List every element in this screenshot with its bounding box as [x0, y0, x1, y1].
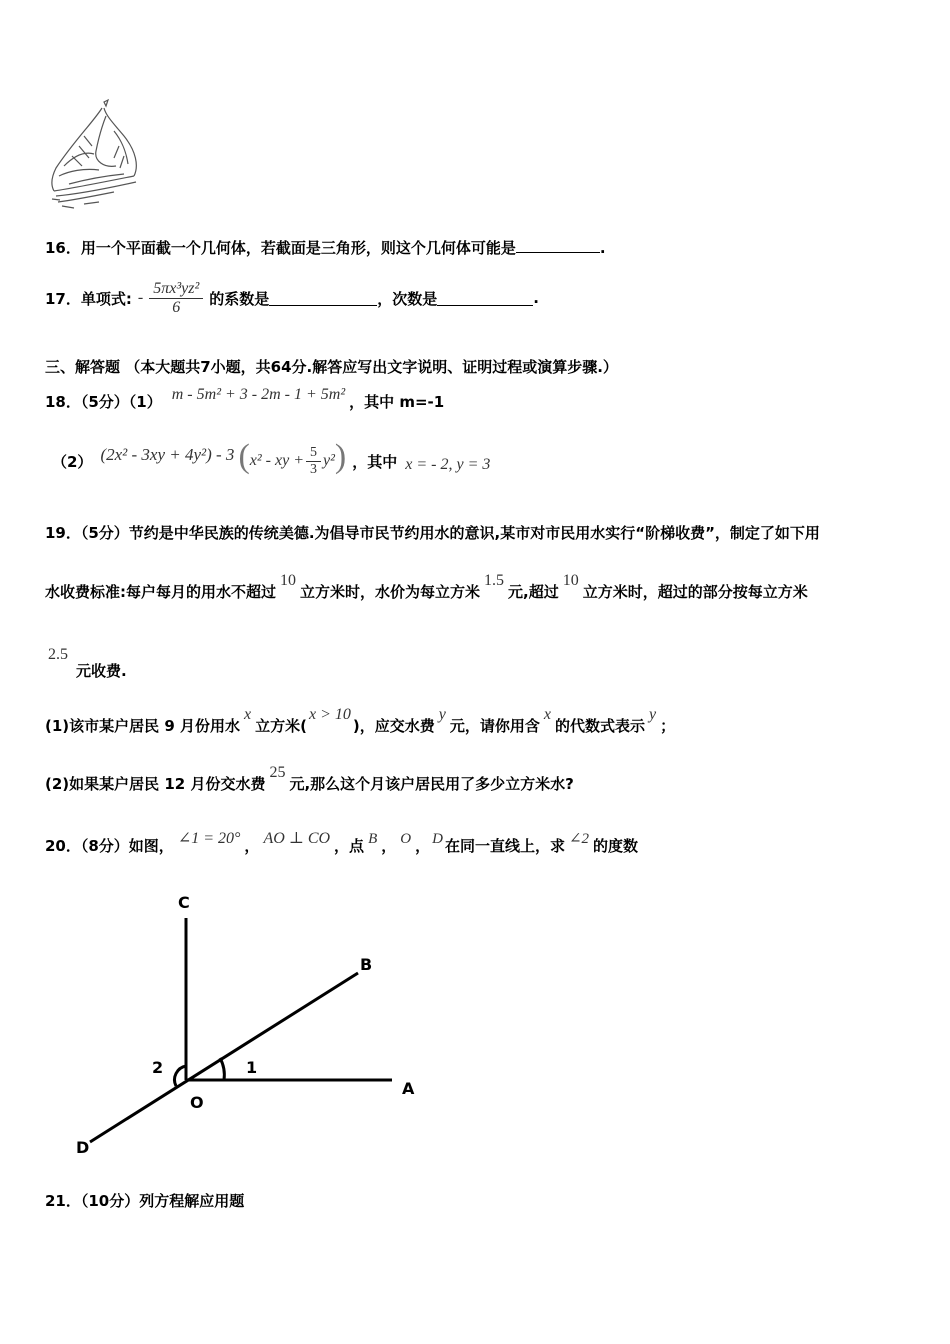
q19-p2-text-a: (2)如果某户居民 12 月份交水费	[45, 775, 266, 793]
q19-p1-text-d: 元，请你用含	[449, 717, 540, 735]
expression-18-1: m - 5m² + 3 - 2m - 1 + 5m²	[171, 386, 346, 403]
angle-1-value: ∠1 = 20°	[177, 830, 241, 847]
q19-p1-text-a: (1)该市某户居民 9 月份用水	[45, 717, 241, 735]
var-x: x	[244, 706, 252, 723]
label-a: A	[402, 1079, 415, 1098]
question-19-line1	[45, 522, 820, 543]
question-19-part2	[45, 764, 574, 794]
q19-p1-text-b: 立方米(	[255, 717, 307, 735]
answer-blank-17b[interactable]	[437, 291, 533, 306]
angle-2: ∠2	[568, 831, 590, 847]
question-19-part1	[45, 706, 675, 736]
q19-text-2a: 水收费标准:每户每月的用水不超过	[45, 583, 277, 601]
q20-sep2: ，点	[334, 837, 365, 855]
question-17-end: .	[533, 289, 539, 307]
q19-p1-text-f: ；	[660, 717, 676, 735]
answer-blank-16[interactable]	[516, 238, 600, 253]
var-y2: y	[649, 706, 657, 723]
value-1-5: 1.5	[484, 572, 505, 589]
label-o: O	[190, 1093, 204, 1112]
monomial-denominator: 6	[172, 298, 181, 316]
q20-sep3: ，	[381, 837, 397, 855]
question-19-line3: 元收费.	[76, 662, 127, 680]
line-db	[90, 973, 358, 1142]
expression-18-2a: (2x² - 3xy + 4y²) - 3	[100, 445, 235, 464]
condition-18-2: x = - 2, y = 3	[405, 456, 491, 473]
q19-text-2c: 元,超过	[508, 583, 559, 601]
value-10b: 10	[562, 572, 579, 589]
var-x2: x	[543, 706, 551, 723]
geometry-figure	[60, 880, 440, 1170]
expression-18-2c: y²	[323, 452, 335, 469]
q20-end: 的度数	[593, 837, 639, 855]
question-21-text: 21．（10分）列方程解应用题	[45, 1192, 245, 1210]
q20-sep4: ，	[415, 837, 431, 855]
value-10a: 10	[280, 572, 297, 589]
fraction-numerator: 5	[306, 445, 321, 462]
q19-text-2d: 立方米时，超过的部分按每立方米	[582, 583, 808, 601]
paren-open: (	[238, 438, 250, 475]
q19-text-2b: 立方米时，水价为每立方米	[300, 583, 481, 601]
question-20-label: 20．（8分）如图，	[45, 837, 174, 855]
question-16	[45, 237, 606, 258]
monomial-fraction	[149, 280, 203, 317]
point-d: D	[432, 831, 443, 847]
q19-p2-text-b: 元,那么这个月该户居民用了多少立方米水?	[289, 775, 574, 793]
q20-mid: 在同一直线上，求	[444, 837, 565, 855]
question-18-part1	[45, 386, 444, 416]
section-3-header	[45, 356, 618, 377]
question-19-line2	[45, 572, 808, 602]
question-18-label: 18．（5分）（1）	[45, 392, 162, 411]
fraction-5-3	[306, 445, 321, 478]
q19-p1-text-e: 的代数式表示	[555, 717, 646, 735]
angle-1-arc	[220, 1058, 224, 1080]
label-c: C	[178, 893, 190, 912]
question-18-part2	[52, 434, 490, 488]
question-16-text: 16．用一个平面截一个几何体，若截面是三角形，则这个几何体可能是	[45, 239, 516, 257]
condition-x-gt-10: x > 10	[309, 706, 351, 723]
question-17-comma: ，次数是	[377, 289, 438, 308]
label-d: D	[76, 1138, 90, 1157]
perpendicular-ao-co: AO ⊥ CO	[263, 830, 331, 847]
question-18-tail2: ，其中	[352, 452, 398, 471]
question-18-tail1: ，其中 m=-1	[349, 392, 445, 411]
point-b: B	[368, 831, 378, 847]
question-16-end: .	[599, 239, 606, 257]
var-y: y	[438, 706, 446, 723]
question-18-label2: （2）	[52, 452, 93, 471]
fraction-denominator: 3	[310, 461, 317, 477]
point-o: O	[400, 831, 412, 847]
value-2-5: 2.5	[48, 646, 68, 663]
negative-sign: -	[137, 289, 144, 306]
question-19-text1: 19．（5分）节约是中华民族的传统美德.为倡导市民节约用水的意识,某市对市民用水实行“阶梯收费”，制定了如下用	[45, 524, 820, 542]
sketch-figure	[44, 96, 144, 216]
section-3-text: 三、解答题 （本大题共7小题，共64分.解答应写出文字说明、证明过程或演算步骤.）	[45, 358, 618, 376]
q20-sep1: ，	[244, 837, 260, 855]
question-17-mid: 的系数是	[209, 289, 270, 308]
expression-18-2b: x² - xy +	[249, 452, 304, 469]
monomial-numerator: 5πx³yz²	[149, 280, 203, 299]
label-1: 1	[246, 1058, 258, 1077]
value-25: 25	[269, 764, 286, 781]
question-20	[45, 826, 638, 856]
paren-close: )	[334, 438, 347, 475]
question-17-prefix: 17．单项式:	[45, 289, 132, 308]
question-17	[45, 274, 539, 322]
label-b: B	[360, 955, 373, 974]
question-21	[45, 1190, 244, 1211]
answer-blank-17a[interactable]	[269, 291, 377, 306]
label-2: 2	[152, 1058, 164, 1077]
q19-p1-text-c: )，应交水费	[352, 717, 435, 735]
